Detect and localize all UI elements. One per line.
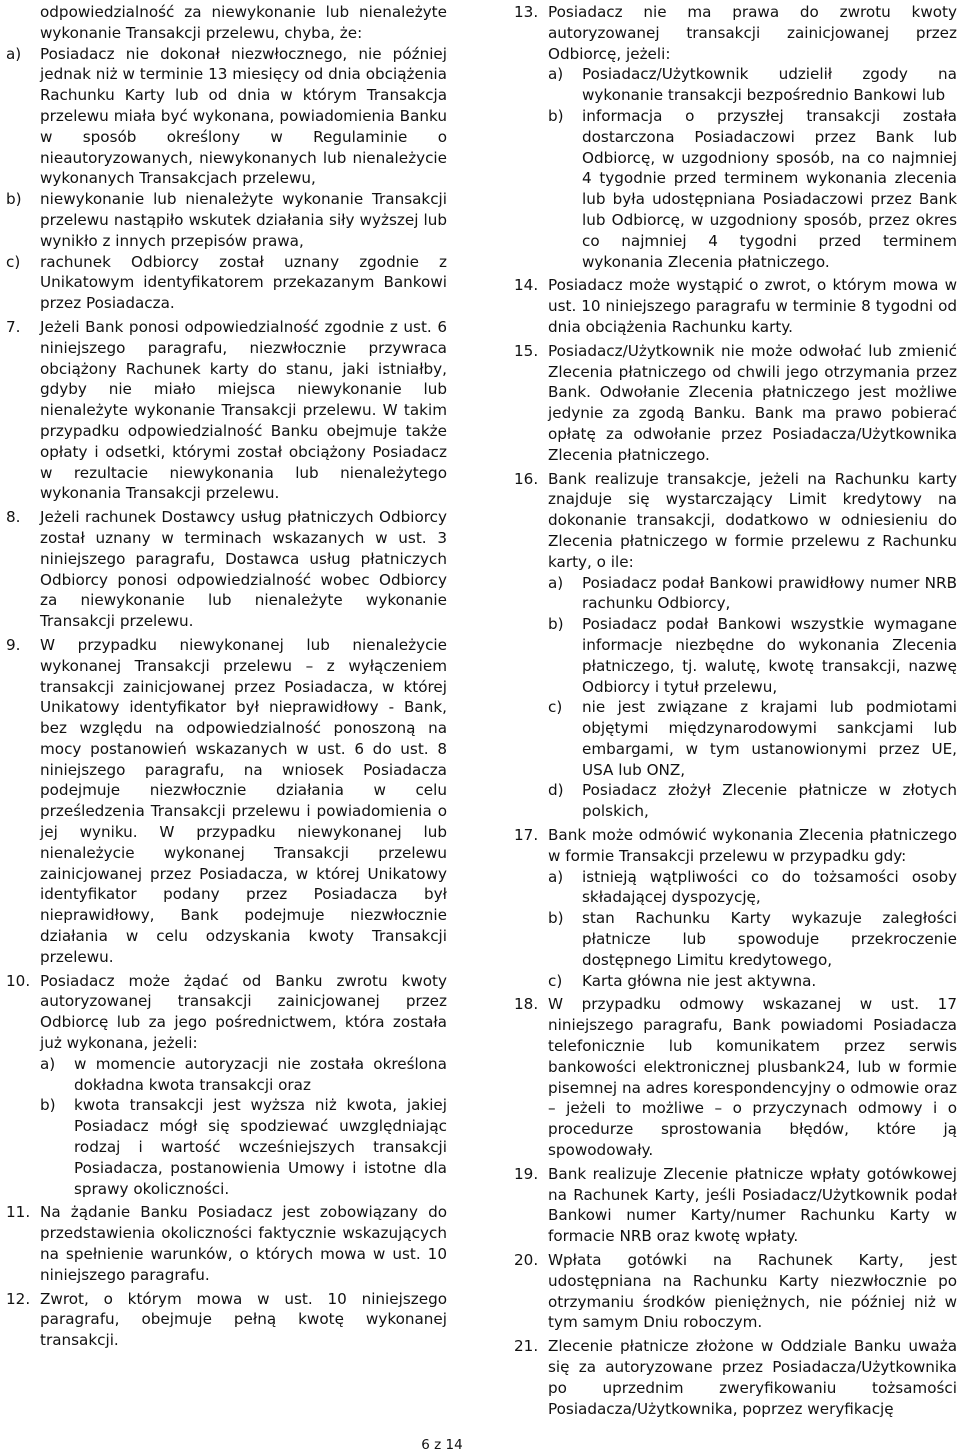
paragraph-9 bbox=[6, 635, 447, 968]
paragraph-19 bbox=[514, 1164, 957, 1247]
sub-item-label: a) bbox=[548, 573, 564, 592]
paragraph-text: W przypadku odmowy wskazanej w ust. 17 niniejszego paragrafu, Bank powiadomi Posiadacza telefonicznie lub komunikatem przez serwis bankowości elektronicznej plusbank24, lub w formie pisemnej na adres korespondencyjny o odmowie oraz – jeżeli to możliwe – o przyczynach odmowy i o procedurze sprostowania błędów, które ją spowodowały. bbox=[548, 995, 957, 1160]
sub-item-label: a) bbox=[548, 867, 564, 886]
sub-item-text: stan Rachunku Karty wykazuje zaległości płatnicze lub spowoduje przekroczenie dostępnego Limitu kredytowego, bbox=[582, 909, 957, 969]
sub-item-c bbox=[548, 971, 957, 992]
sub-item-text: nie jest związane z krajami lub podmiotami objętymi międzynarodowymi sankcjami lub embargami, w tym ustanowionymi przez UE, USA lub ONZ, bbox=[582, 698, 957, 779]
sub-item-text: Karta główna nie jest aktywna. bbox=[582, 971, 817, 990]
paragraph-number: 15. bbox=[514, 341, 539, 360]
paragraph-13 bbox=[514, 2, 957, 272]
paragraph-7 bbox=[6, 317, 447, 504]
sub-item-label: b) bbox=[40, 1096, 56, 1115]
paragraph-text: Bank może odmówić wykonania Zlecenia płatniczego w formie Transakcji przelewu w przypadku gdy: bbox=[548, 826, 957, 865]
paragraph-number: 13. bbox=[514, 3, 539, 21]
paragraph-number: 14. bbox=[514, 276, 539, 295]
sub-item-text: Posiadacz/Użytkownik udzielił zgody na wykonanie transakcji bezpośrednio Bankowi lub bbox=[582, 65, 957, 105]
sub-item-text: istnieją wątpliwości co do tożsamości osoby składającej dyspozycję, bbox=[582, 867, 957, 907]
left-column bbox=[6, 2, 447, 1354]
paragraph-number: 11. bbox=[6, 1203, 31, 1222]
intro-item-a bbox=[6, 44, 447, 190]
paragraph-number: 7. bbox=[6, 317, 21, 336]
paragraph-15 bbox=[514, 341, 957, 466]
paragraph-text: Posiadacz nie ma prawa do zwrotu kwoty autoryzowanej transakcji zainicjowanej przez Odbiorcę, jeżeli: bbox=[548, 3, 957, 63]
sub-item-label: b) bbox=[548, 909, 564, 928]
paragraph-number: 9. bbox=[6, 635, 21, 654]
paragraph-18 bbox=[514, 994, 957, 1160]
sub-item-label: c) bbox=[548, 971, 563, 990]
paragraph-text: Posiadacz może żądać od Banku zwrotu kwoty autoryzowanej transakcji zainicjowanej przez Odbiorcę lub za jego pośrednictwem, która została już wykonana, jeżeli: bbox=[40, 971, 447, 1053]
paragraph-text: Wpłata gotówki na Rachunek Karty, jest udostępniana na Rachunku Karty niezwłocznie po otrzymaniu środków pieniężnych, nie później niż w tym samym Dniu roboczym. bbox=[548, 1251, 957, 1332]
paragraph-text: Bank realizuje Zlecenie płatnicze wpłaty gotówkowej na Rachunek Karty, jeśli Posiadacz/Użytkownik podał Bankowi numer Karty/numer Rachunku Karty w formacie NRB oraz kwotę wpłaty. bbox=[548, 1164, 957, 1246]
paragraph-text: Zlecenie płatnicze złożone w Oddziale Banku uważa się za autoryzowane przez Posiadacza/Użytkownika po uprzednim zweryfikowaniu tożsamości Posiadacza/Użytkownika, poprzez weryfikację bbox=[548, 1337, 957, 1418]
paragraph-text: Jeżeli Bank ponosi odpowiedzialność zgodnie z ust. 6 niniejszego paragrafu, niezwłocznie przywraca obciążony Rachunek karty do stanu, jaki istniałby, gdyby nie miało miejsca niewykonanie lub nienależyte wykonanie Transakcji przelewu. W takim przypadku odpowiedzialność Banku obejmuje także opłaty i odsetki, którymi został obciążony Posiadacz w rezultacie niewykonania lub nienależytego wykonania Transakcji przelewu. bbox=[40, 317, 447, 503]
sub-item-b bbox=[548, 106, 957, 272]
paragraph-20 bbox=[514, 1250, 957, 1333]
item-text: rachunek Odbiorcy został uznany zgodnie z Unikatowym identyfikatorem przekazanym Bankowi przez Posiadacza. bbox=[40, 252, 447, 313]
sub-item-label: d) bbox=[548, 781, 564, 800]
sub-item-label: b) bbox=[548, 615, 564, 634]
item-label: b) bbox=[6, 190, 22, 209]
sub-item-a bbox=[40, 1054, 447, 1096]
paragraph-number: 21. bbox=[514, 1337, 539, 1356]
item-label: c) bbox=[6, 252, 21, 271]
paragraph-text: Zwrot, o którym mowa w ust. 10 niniejszego paragrafu, obejmuje pełną kwotę wykonanej transakcji. bbox=[40, 1289, 447, 1350]
sub-item-b bbox=[548, 908, 957, 970]
paragraph-text: Posiadacz/Użytkownik nie może odwołać lub zmienić Zlecenia płatniczego od chwili jego otrzymania przez Bank. Odwołanie Zlecenia płatniczego jest możliwe jedynie za zgodą Banku. Bank ma prawo pobierać opłatę za odwołanie przez Posiadacza/Użytkownika Zlecenia płatniczego. bbox=[548, 341, 957, 464]
paragraph-10 bbox=[6, 971, 447, 1200]
paragraph-21 bbox=[514, 1336, 957, 1419]
item-label: a) bbox=[6, 44, 22, 63]
paragraph-number: 12. bbox=[6, 1289, 31, 1308]
item-text: Posiadacz nie dokonał niezwłocznego, nie później jednak niż w terminie 13 miesięcy od dnia obciążenia Rachunku Karty lub od dnia w którym Transakcja przelewu miała być wykonana, powiadomienia Banku w sposób określony w Regulaminie o nieautoryzowanych, niewykonanych lub nienależycie wykonanych Transakcjach przelewu, bbox=[40, 44, 447, 188]
sub-item-text: w momencie autoryzacji nie została określona dokładna kwota transakcji oraz bbox=[74, 1054, 447, 1094]
paragraph-number: 10. bbox=[6, 971, 31, 990]
right-column bbox=[514, 2, 957, 1422]
sub-item-label: b) bbox=[548, 106, 564, 125]
paragraph-text: Na żądanie Banku Posiadacz jest zobowiązany do przedstawienia okoliczności faktycznie wskazujących na spełnienie warunków, o których mowa w ust. 10 niniejszego paragrafu. bbox=[40, 1203, 447, 1284]
paragraph-8 bbox=[6, 507, 447, 632]
intro-item-b bbox=[6, 189, 447, 251]
sub-item-text: informacja o przyszłej transakcji została dostarczona Posiadaczowi przez Bank lub Odbiorcę, w uzgodniony sposób, na co najmniej 4 tygodnie przed terminem wykonania zlecenia lub była udostępniana Posiadaczowi przez Bank lub Odbiorcę, w uzgodniony sposób, przez okres co najmniej 4 tygodni przed terminem wykonania Zlecenia płatniczego. bbox=[582, 106, 957, 271]
paragraph-number: 16. bbox=[514, 469, 539, 488]
paragraph-17 bbox=[514, 825, 957, 991]
paragraph-text: Posiadacz może wystąpić o zwrot, o którym mowa w ust. 10 niniejszego paragrafu w terminie 8 tygodni od dnia obciążenia Rachunku karty. bbox=[548, 276, 957, 336]
sub-item-text: Posiadacz złożył Zlecenie płatnicze w złotych polskich, bbox=[582, 781, 957, 821]
paragraph-12 bbox=[6, 1289, 447, 1351]
sub-item-a bbox=[548, 867, 957, 909]
page-number: 6 z 14 bbox=[421, 1437, 463, 1453]
paragraph-text: W przypadku niewykonanej lub nienależycie wykonanej Transakcji przelewu – z wyłączeniem transakcji zainicjowanej przez Posiadacza, w której Unikatowy identyfikator był nieprawidłowy - Bank, bez względu na odpowiedzialność ponoszoną na mocy postanowień wskazanych w ust. 6 do ust. 8 niniejszego paragrafu, na wniosek Posiadacza podejmuje niezwłocznie działania w celu prześledzenia Transakcji przelewu i powiadomienia o jej wyniku. W przypadku niewykonanej lub nienależycie wykonanej Transakcji przelewu zainicjowanej przez Posiadacza, w której Unikatowy identyfikator podany przez Posiadacza był nieprawidłowy, Bank podejmuje niezwłocznie działania w celu odzyskania kwoty Transakcji przelewu. bbox=[40, 635, 447, 966]
paragraph-text: Bank realizuje transakcje, jeżeli na Rachunku karty znajduje się wystarczający Limit kredytowy na dokonanie transakcji, dodatkowo w odniesieniu do Zlecenia płatniczego w formie przelewu z Rachunku karty, o ile: bbox=[548, 469, 957, 571]
intro-item-c bbox=[6, 252, 447, 314]
item-text: niewykonanie lub nienależyte wykonanie Transakcji przelewu nastąpiło wskutek działania siły wyższej lub wynikło z innych przepisów prawa, bbox=[40, 190, 447, 250]
sub-item-a bbox=[548, 64, 957, 106]
sub-item-label: a) bbox=[40, 1054, 56, 1073]
paragraph-number: 19. bbox=[514, 1164, 539, 1183]
sub-item-text: kwota transakcji jest wyższa niż kwota, jakiej Posiadacz mógł się spodziewać uwzględniając rodzaj i wartość wcześniejszych transakcji Posiadacza, postanowienia Umowy i istotne dla sprawy okoliczności. bbox=[74, 1096, 447, 1198]
sub-item-a bbox=[548, 573, 957, 615]
sub-item-d bbox=[548, 780, 957, 822]
paragraph-14 bbox=[514, 275, 957, 337]
sub-item-text: Posiadacz podał Bankowi wszystkie wymagane informacje niezbędne do wykonania Zlecenia płatniczego, tj. walutę, kwotę transakcji, nazwę Odbiorcy i tytuł przelewu, bbox=[582, 615, 957, 696]
paragraph-number: 17. bbox=[514, 826, 539, 845]
sub-item-label: a) bbox=[548, 65, 564, 84]
paragraph-number: 8. bbox=[6, 508, 21, 527]
paragraph-number: 20. bbox=[514, 1251, 539, 1270]
sub-item-text: Posiadacz podał Bankowi prawidłowy numer NRB rachunku Odbiorcy, bbox=[582, 573, 957, 613]
sub-item-label: c) bbox=[548, 698, 563, 717]
paragraph-11 bbox=[6, 1202, 447, 1285]
sub-item-b bbox=[40, 1095, 447, 1199]
paragraph-number: 18. bbox=[514, 995, 539, 1014]
intro-paragraph: odpowiedzialność za niewykonanie lub nienależyte wykonanie Transakcji przelewu, chyba, że: bbox=[40, 3, 447, 42]
sub-item-b bbox=[548, 614, 957, 697]
sub-item-c bbox=[548, 697, 957, 780]
paragraph-text: Jeżeli rachunek Dostawcy usług płatniczych Odbiorcy został uznany w terminach wskazanych w ust. 3 niniejszego paragrafu, Dostawca usług płatniczych Odbiorcy ponosi odpowiedzialność wobec Odbiorcy za niewykonanie lub nienależyte wykonanie Transakcji przelewu. bbox=[40, 508, 447, 631]
paragraph-16 bbox=[514, 469, 957, 823]
